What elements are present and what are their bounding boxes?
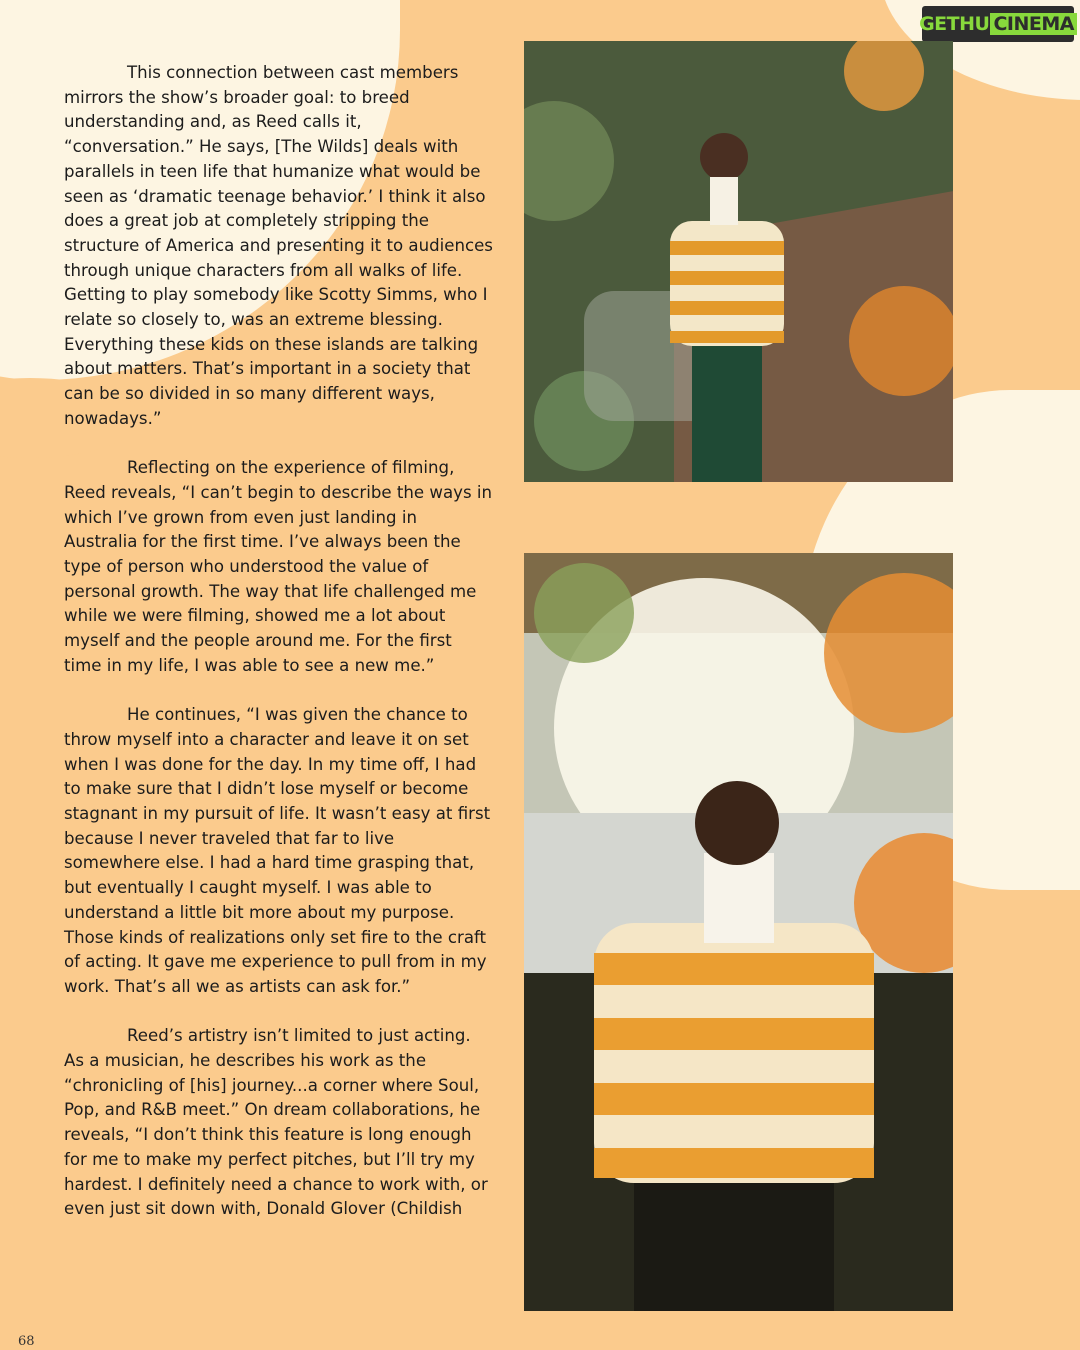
photo-sunlit-portrait bbox=[524, 553, 953, 1311]
paragraph-1: This connection between cast members mirrors the show’s broader goal: to breed understanding and, as Reed calls it, “conversation.” He says, [The Wilds] deals with parallels in teen life that humanize what would be seen as ‘dramatic teenage behavior.’ I think it also does a great job at completely stripping the structure of America and presenting it to audiences through unique characters from all walks of life. Getting to play somebody like Scotty Simms, who I relate so closely to, was an extreme blessing. Everything these kids on these islands are talking about matters. That’s important in a society that can be so divided in so many different ways, nowadays.” bbox=[64, 63, 493, 428]
paragraph-2: Reflecting on the experience of filming, Reed reveals, “I can’t begin to describe the ways in which I’ve grown from even just landing in Australia for the first time. I’ve always been the type of person who understood the value of personal growth. The way that life challenged me while we were filming, showed me a lot about myself and the people around me. For the first time in my life, I was able to see a new me.” bbox=[64, 458, 492, 675]
paragraph-4: Reed’s artistry isn’t limited to just acting. As a musician, he describes his work as the “chronicling of [his] journey...a corner where Soul, Pop, and R&B meet.” On dream collaborations, he reveals, “I don’t think this feature is long enough for me to make my perfect pitches, but I’ll try my hardest. I definitely need a chance to work with, or even just sit down with, Donald Glover (Childish bbox=[64, 1026, 488, 1219]
photo-garden-portrait bbox=[524, 41, 953, 482]
photo-sunlit-illustration bbox=[524, 553, 953, 1311]
photo-garden-illustration bbox=[524, 41, 953, 482]
page-number: 68 bbox=[18, 1334, 35, 1349]
article-body bbox=[64, 61, 494, 1247]
paragraph-3: He continues, “I was given the chance to throw myself into a character and leave it on set when I was done for the day. In my time off, I had to make sure that I didn’t lose myself or become stagnant in my pursuit of life. It wasn’t easy at first because I never traveled that far to live somewhere else. I had a hard time grasping that, but eventually I caught myself. I was able to understand a little bit more about my purpose. Those kinds of realizations only set fire to the craft of acting. It gave me experience to pull from in my work. That’s all we as artists can ask for.” bbox=[64, 705, 491, 996]
gethu-cinema-logo: GETHU CINEMA bbox=[922, 6, 1074, 42]
